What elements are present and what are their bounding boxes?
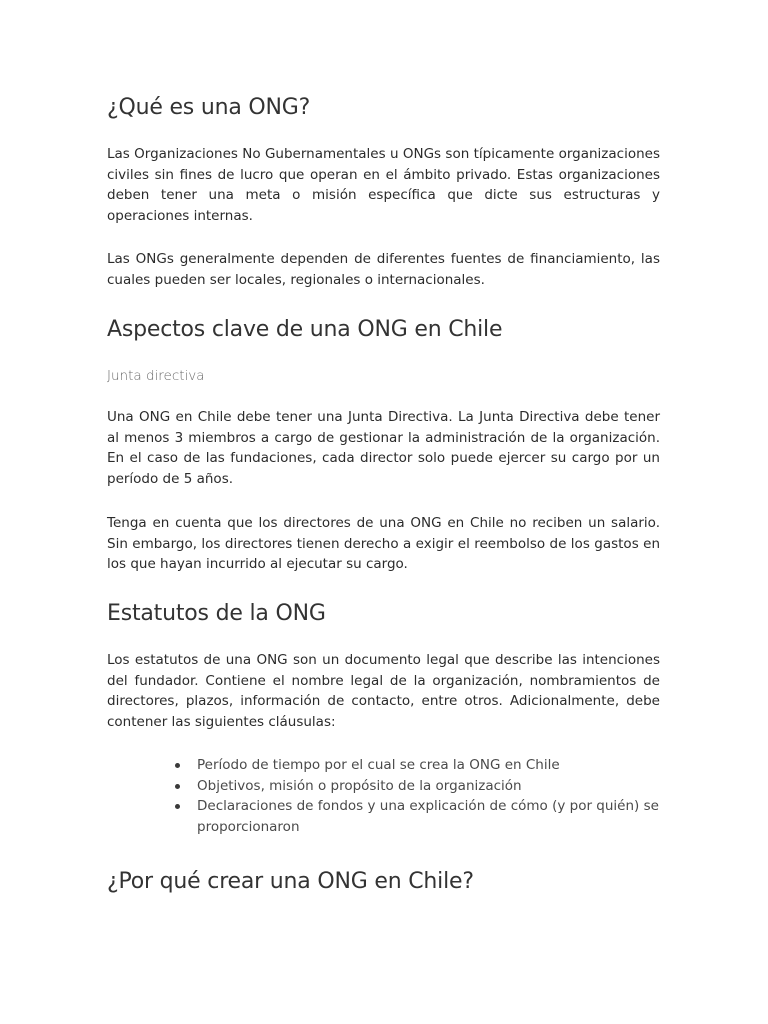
paragraph-directores-salario: Tenga en cuenta que los directores de una ONG en Chile no reciben un salario. Sin embargo, los directores tienen derecho a exigir el reembolso de los gastos en los que hayan incurrido al ejecutar su cargo. (107, 515, 660, 572)
clausulas-list (174, 755, 664, 837)
list-item (174, 796, 664, 837)
paragraph-estatutos: Los estatutos de una ONG son un documento legal que describe las intenciones del fundador. Contiene el nombre legal de la organización, nombramientos de directores, plazos, información de contacto, entre otros. Adicionalmente, debe contener las siguientes cláusulas: (107, 652, 660, 730)
paragraph-junta-directiva: Una ONG en Chile debe tener una Junta Directiva. La Junta Directiva debe tener al menos 3 miembros a cargo de gestionar la administración de la organización. En el caso de las fundaciones, cada director solo puede ejercer su cargo por un período de 5 años. (107, 409, 660, 487)
paragraph-ong-definition: Las Organizaciones No Gubernamentales u ONGs son típicamente organizaciones civiles sin fines de lucro que operan en el ámbito privado. Estas organizaciones deben tener una meta o misión específica que dicte sus estructuras y operaciones internas. (107, 146, 660, 224)
paragraph-ong-financing: Las ONGs generalmente dependen de diferentes fuentes de financiamiento, las cuales pueden ser locales, regionales o internacionales. (107, 251, 660, 288)
list-item (174, 776, 664, 797)
subheading-junta-directiva: Junta directiva (107, 368, 205, 384)
bullet-icon (175, 804, 180, 809)
list-item-text: Declaraciones de fondos y una explicación de cómo (y por quién) se proporcionaron (197, 798, 659, 835)
heading-por-que-crear: ¿Por qué crear una ONG en Chile? (107, 869, 474, 894)
heading-aspectos-clave: Aspectos clave de una ONG en Chile (107, 317, 503, 342)
list-item-text: Período de tiempo por el cual se crea la ONG en Chile (197, 757, 560, 773)
bullet-icon (175, 763, 180, 768)
list-item-text: Objetivos, misión o propósito de la organización (197, 777, 522, 794)
heading-que-es-una-ong: ¿Qué es una ONG? (107, 95, 311, 120)
bullet-icon (175, 784, 180, 789)
heading-estatutos: Estatutos de la ONG (107, 601, 326, 626)
list-item (174, 755, 664, 776)
